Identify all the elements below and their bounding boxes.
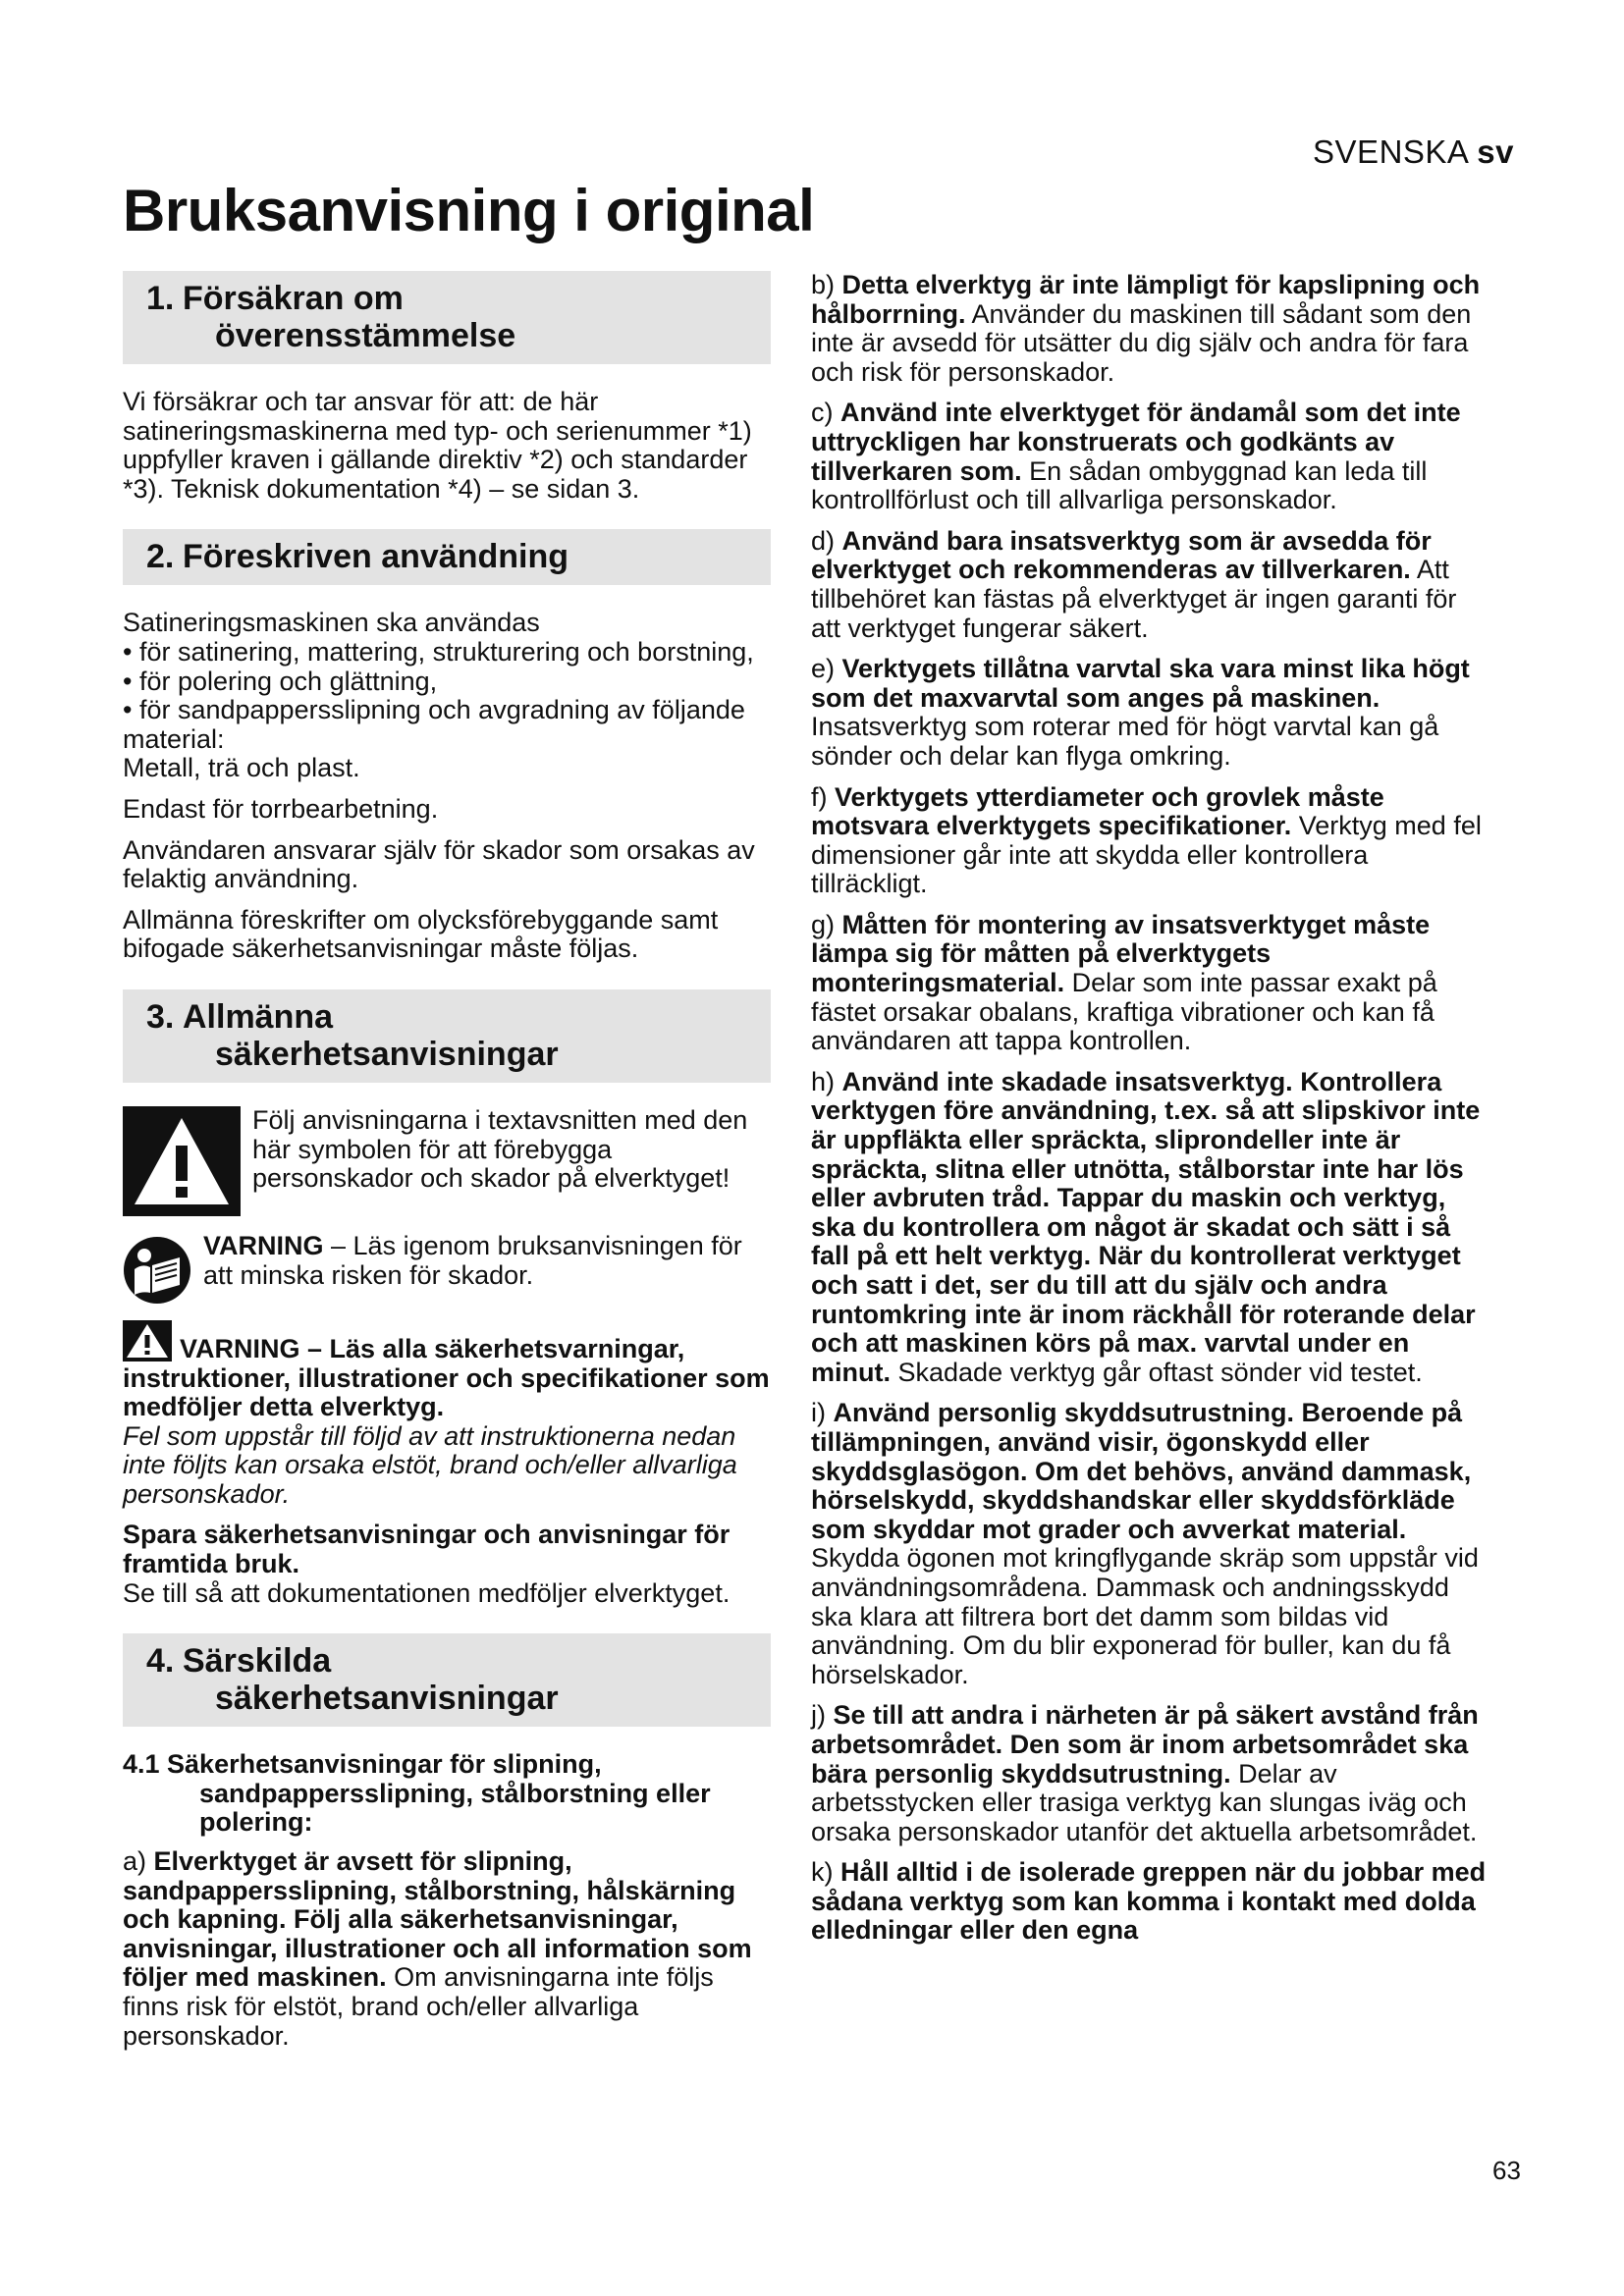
section-2-dry-only: Endast för torrbearbetning.	[123, 793, 439, 824]
item-e	[811, 655, 1489, 771]
section-3-number: 3.	[146, 997, 175, 1036]
left-column	[123, 271, 771, 2062]
save-instructions-text: Se till så att dokumentationen medföljer elverktyget.	[123, 1577, 731, 1608]
item-b-text: Använder du maskinen till sådant som den inte är avsedd för utsätter du dig själv och andra för fara och risk för personskador.	[811, 298, 1472, 387]
section-3-title-line-1: Allmänna	[183, 997, 334, 1036]
section-3-heading	[123, 989, 771, 1083]
item-g-prefix: g)	[811, 909, 842, 939]
warning-symbol-row	[123, 1106, 771, 1216]
warning-triangle-icon	[123, 1106, 241, 1216]
read-manual-row	[123, 1232, 771, 1305]
section-4-title-line-2: säkerhetsanvisningar	[215, 1680, 559, 1718]
item-e-text: Insatsverktyg som roterar med för högt varvtal kan gå sönder och delar kan flyga omkring.	[811, 712, 1439, 771]
read-warning-text: – Läs igenom bruksanvisningen för att minska risken för skador.	[203, 1230, 742, 1290]
section-1-title-line-2: överensstämmelse	[215, 317, 516, 354]
section-4-number: 4.	[146, 1642, 175, 1681]
item-c-text: En sådan ombyggnad kan leda till kontrollförlust och till allvarliga personskador.	[811, 455, 1428, 515]
small-warning-triangle-icon	[123, 1320, 172, 1362]
section-2-number: 2.	[146, 538, 175, 576]
item-f-text: Verktyg med fel dimensioner går inte att skydda eller kontrollera tillräckligt.	[811, 811, 1482, 899]
item-c-prefix: c)	[811, 398, 840, 428]
item-k-prefix: k)	[811, 1857, 840, 1888]
right-column	[811, 271, 1489, 1957]
usage-bullet-2: • för polering och glättning,	[123, 666, 438, 696]
item-h-bold: Använd inte skadade insatsverktyg. Kontrollera verktygen före användning, t.ex. så att slipskivor inte är uppfläkta eller spräckta, sliprondeller inte är spräckta, slitna eller utnötta, stålborstar inte har lös eller avbruten tråd. Tappar du maskin och verktyg, ska du kontrollera om något är skadat och sätt i så fall på ett helt verktyg. När du kontrollerat verktyget och satt i det, ser du till att du själv och andra runtomkring inte är inom räckhåll för roterande delar och att maskinen körs på max. varvtal under en minut.	[811, 1066, 1481, 1387]
item-k	[811, 1858, 1489, 1946]
item-i-text: Skydda ögonen mot kringflygande skräp som uppstår vid användningsområdena. Dammask och andningsskydd ska klara att filtrera bort det damm som bildas vid användning. Om du blir exponerad för buller, kan du få hörselskador.	[811, 1543, 1479, 1689]
item-d-prefix: d)	[811, 525, 842, 556]
item-g	[811, 911, 1489, 1056]
section-4-title-line-1: Särskilda	[183, 1642, 332, 1681]
read-manual-warning	[203, 1232, 771, 1290]
item-d	[811, 527, 1489, 643]
usage-materials: Metall, trä och plast.	[123, 753, 360, 783]
item-d-text: Att tillbehöret kan fästas på elverktyget är ingen garanti för att verktyget fungerar säkert.	[811, 555, 1457, 643]
item-a	[123, 1847, 771, 2051]
page-number: 63	[1492, 2156, 1521, 2185]
language-label	[1313, 133, 1514, 171]
section-2-heading	[123, 529, 771, 585]
item-k-bold: Håll alltid i de isolerade greppen när du jobbar med sådana verktyg som kan komma i kontakt med dolda elledningar eller den egna	[811, 1857, 1487, 1946]
language-name: SVENSKA	[1313, 133, 1468, 170]
item-f-bold: Verktygets ytterdiameter och grovlek måste motsvara elverktygets specifikationer.	[811, 781, 1384, 841]
section-1-heading	[123, 271, 771, 364]
item-d-bold: Använd bara insatsverktyg som är avsedda för elverktyget och rekommenderas av tillverkaren.	[811, 525, 1432, 585]
item-c	[811, 399, 1489, 514]
usage-bullet-1: • för satinering, mattering, strukturering och borstning,	[123, 636, 754, 667]
save-instructions	[123, 1521, 771, 1608]
item-j-text: Delar av arbetsstycken eller trasiga verktyg kan slungas iväg och orsaka personskador utanför det aktuella arbetsområdet.	[811, 1758, 1478, 1846]
section-2-responsibility: Användaren ansvarar själv för skador som orsakas av felaktig användning.	[123, 834, 755, 894]
item-i-bold: Använd personlig skyddsutrustning. Beroende på tillämpningen, använd visir, ögonskydd eller skyddsglasögon. Om det behövs, använd dammask, hörselskydd, skyddshandskar eller skyddsförkläde som skyddar mot grader och avverkat material.	[811, 1398, 1472, 1544]
section-2-usage	[123, 609, 771, 783]
item-j-prefix: j)	[811, 1700, 834, 1731]
item-e-bold: Verktygets tillåtna varvtal ska vara minst lika högt som det maxvarvtal som anges på maskinen.	[811, 654, 1470, 713]
save-instructions-bold: Spara säkerhetsanvisningar och anvisningar för framtida bruk.	[123, 1520, 731, 1579]
item-j	[811, 1701, 1489, 1846]
read-warning-label: VARNING	[203, 1230, 324, 1260]
general-warning-italic: Fel som uppstår till följd av att instruktionerna nedan inte följts kan orsaka elstöt, brand och/eller allvarliga personskador.	[123, 1420, 737, 1509]
item-f	[811, 783, 1489, 899]
read-manual-icon	[123, 1236, 191, 1305]
document-title: Bruksanvisning i original	[123, 178, 815, 243]
item-a-text: Om anvisningarna inte följs finns risk för elstöt, brand och/eller allvarliga personskador.	[123, 1962, 714, 2051]
language-code: sv	[1477, 133, 1514, 170]
item-b-prefix: b)	[811, 270, 842, 299]
usage-intro: Satineringsmaskinen ska användas	[123, 608, 540, 638]
section-2-regulations: Allmänna föreskrifter om olycksförebyggande samt bifogade säkerhetsanvisningar måste följas.	[123, 904, 719, 964]
item-h	[811, 1068, 1489, 1388]
item-c-bold: Använd inte elverktyget för ändamål som det inte uttryckligen har konstruerats och godkänts av tillverkaren som.	[811, 398, 1461, 486]
general-warning	[123, 1320, 771, 1510]
general-warning-bold: VARNING – Läs alla säkerhetsvarningar, instruktioner, illustrationer och specifikationer som medföljer detta elverktyg.	[123, 1333, 770, 1422]
item-b	[811, 271, 1489, 387]
item-g-bold: Måtten för montering av insatsverktyget måste lämpa sig för måtten på elverktygets monteringsmaterial.	[811, 909, 1431, 998]
section-1-body: Vi försäkrar och tar ansvar för att: de här satineringsmaskinerna med typ- och serienummer *1) uppfyller kraven i gällande direktiv *2) och standarder *3). Teknisk dokumentation *4) – se sidan 3.	[123, 387, 752, 504]
item-h-prefix: h)	[811, 1066, 842, 1096]
item-b-bold: Detta elverktyg är inte lämpligt för kapslipning och hålborrning.	[811, 270, 1481, 329]
symbol-explanation: Följ anvisningarna i textavsnitten med den här symbolen för att förebygga personskador och skador på elverktyget!	[252, 1104, 748, 1194]
section-1-number: 1.	[146, 280, 175, 317]
item-h-text: Skadade verktyg går oftast sönder vid testet.	[891, 1357, 1423, 1387]
item-g-text: Delar som inte passar exakt på fästet orsakar obalans, kraftiga vibrationer och kan få användaren att tappa kontrollen.	[811, 968, 1437, 1056]
section-4-heading	[123, 1633, 771, 1727]
usage-bullet-3: • för sandpappersslipning och avgradning av följande material:	[123, 695, 745, 754]
item-a-bold: Elverktyget är avsett för slipning, sandpappersslipning, stålborstning, hålskärning och kapning. Följ alla säkerhetsanvisningar, anvisningar, illustrationer och all information som följer med maskinen.	[123, 1846, 752, 1993]
item-i	[811, 1399, 1489, 1689]
subsection-4-1-line-1: 4.1 Säkerhetsanvisningar för slipning,	[123, 1749, 602, 1780]
item-a-prefix: a)	[123, 1846, 154, 1877]
section-1-title-line-1: Försäkran om	[183, 280, 404, 317]
item-e-prefix: e)	[811, 654, 842, 684]
item-f-prefix: f)	[811, 781, 835, 812]
subsection-4-1-line-2: sandpappersslipning, stålborstning eller polering:	[199, 1778, 711, 1838]
item-j-bold: Se till att andra i närheten är på säkert avstånd från arbetsområdet. Den som är inom arbetsområdet ska bära personlig skyddsutrustning.	[811, 1700, 1479, 1789]
item-i-prefix: i)	[811, 1398, 834, 1428]
section-2-title: Föreskriven användning	[183, 538, 568, 576]
section-3-title-line-2: säkerhetsanvisningar	[215, 1035, 559, 1073]
subsection-4-1-heading	[123, 1750, 771, 1838]
